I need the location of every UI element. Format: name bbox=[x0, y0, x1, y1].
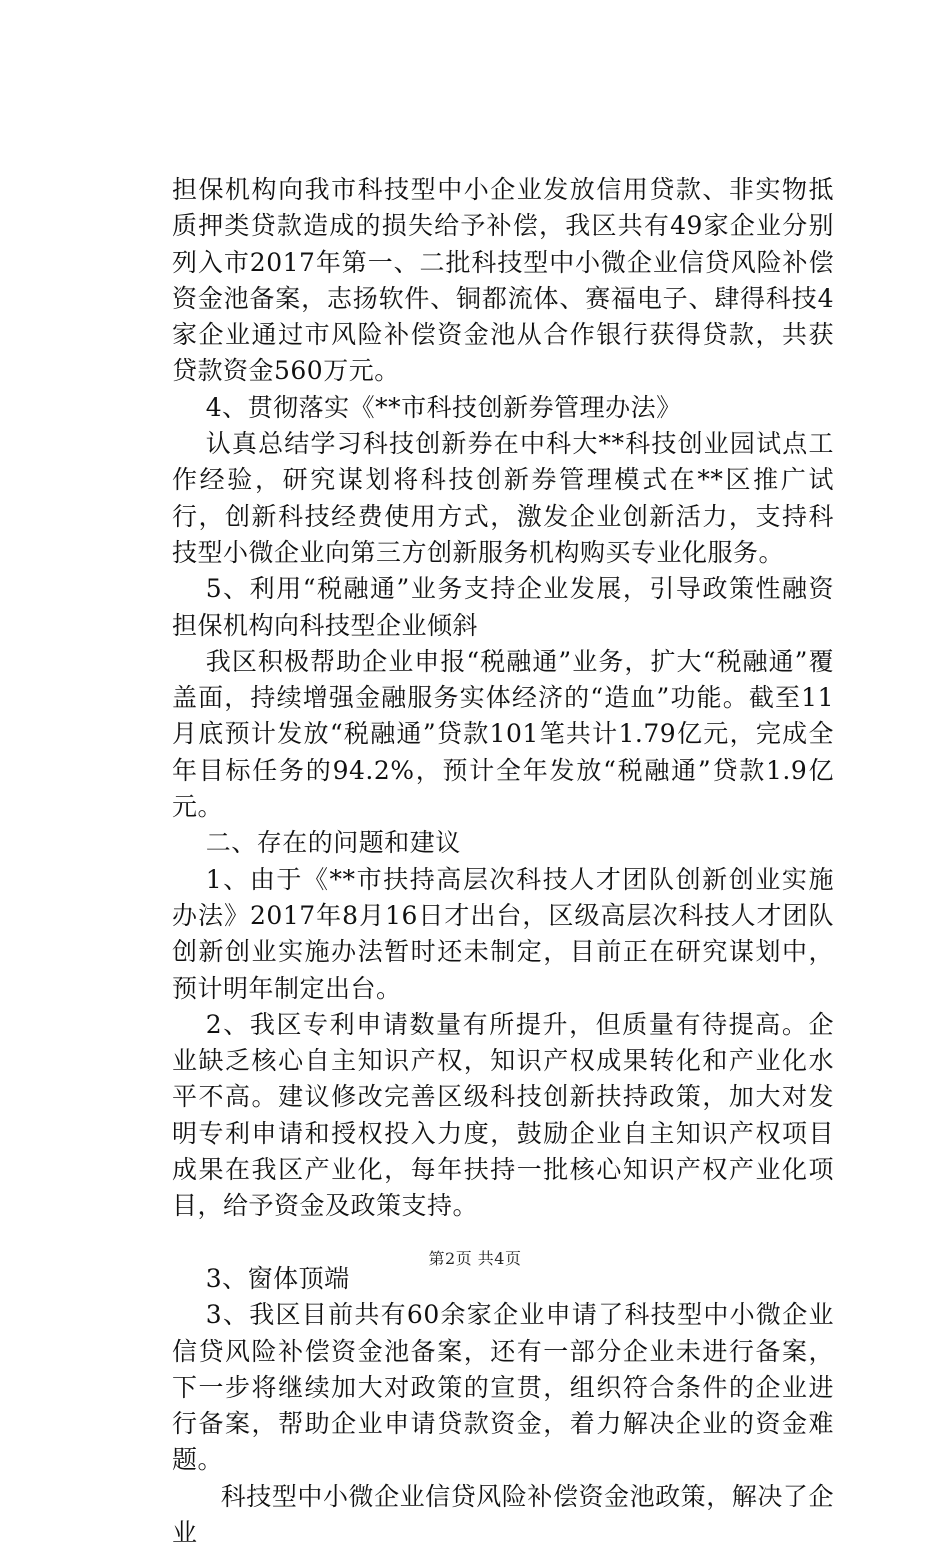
document-body bbox=[172, 172, 834, 1551]
paragraph-loan-compensation: 担保机构向我市科技型中小企业发放信用贷款、非实物抵质押类贷款造成的损失给予补偿，我区共有49家企业分别列入市2017年第一、二批科技型中小微企业信贷风险补偿资金池备案，志扬软件、铜都流体、赛福电子、肆得科技4家企业通过市风险补偿资金池从合作银行获得贷款，共获贷款资金560万元。 bbox=[172, 175, 834, 386]
page-number-footer: 第2页 共4页 bbox=[428, 1249, 522, 1268]
paragraph-problem-3: 3、我区目前共有60余家企业申请了科技型中小微企业信贷风险补偿资金池备案，还有一部分企业未进行备案，下一步将继续加大对政策的宣贯，组织符合条件的企业进行备案，帮助企业申请贷款资金，着力解决企业的资金难题。 bbox=[172, 1300, 834, 1475]
heading-tax-financing: 5、利用“税融通”业务支持企业发展，引导政策性融资担保机构向科技型企业倾斜 bbox=[172, 574, 834, 640]
paragraph-tax-financing: 我区积极帮助企业申报“税融通”业务，扩大“税融通”覆盖面，持续增强金融服务实体经济的“造血”功能。截至11月底预计发放“税融通”贷款101笔共计1.79亿元，完成全年目标任务的94.2%，预计全年发放“税融通”贷款1.9亿元。 bbox=[172, 646, 834, 822]
paragraph-form-top-marker: 3、窗体顶端 bbox=[205, 1263, 350, 1293]
section-heading-problems: 二、存在的问题和建议 bbox=[205, 828, 461, 858]
paragraph-risk-pool-policy: 科技型中小微企业信贷风险补偿资金池政策，解决了企业 bbox=[172, 1481, 834, 1547]
paragraph-innovation-voucher: 认真总结学习科技创新券在中科大**科技创业园试点工作经验，研究谋划将科技创新券管理模式在**区推广试行，创新科技经费使用方式，激发企业创新活力，支持科技型小微企业向第三方创新服务机构购买专业化服务。 bbox=[172, 429, 834, 567]
heading-innovation-voucher: 4、贯彻落实《**市科技创新券管理办法》 bbox=[205, 392, 682, 422]
paragraph-problem-2: 2、我区专利申请数量有所提升，但质量有待提高。企业缺乏核心自主知识产权，知识产权成果转化和产业化水平不高。建议修改完善区级科技创新扶持政策，加大对发明专利申请和授权投入力度，鼓励企业自主知识产权项目成果在我区产业化，每年扶持一批核心知识产权产业化项目，给予资金及政策支持。 bbox=[172, 1009, 834, 1221]
paragraph-problem-1: 1、由于《**市扶持高层次科技人才团队创新创业实施办法》2017年8月16日才出台，区级高层次科技人才团队创新创业实施办法暂时还未制定，目前正在研究谋划中，预计明年制定出台。 bbox=[172, 864, 834, 1003]
